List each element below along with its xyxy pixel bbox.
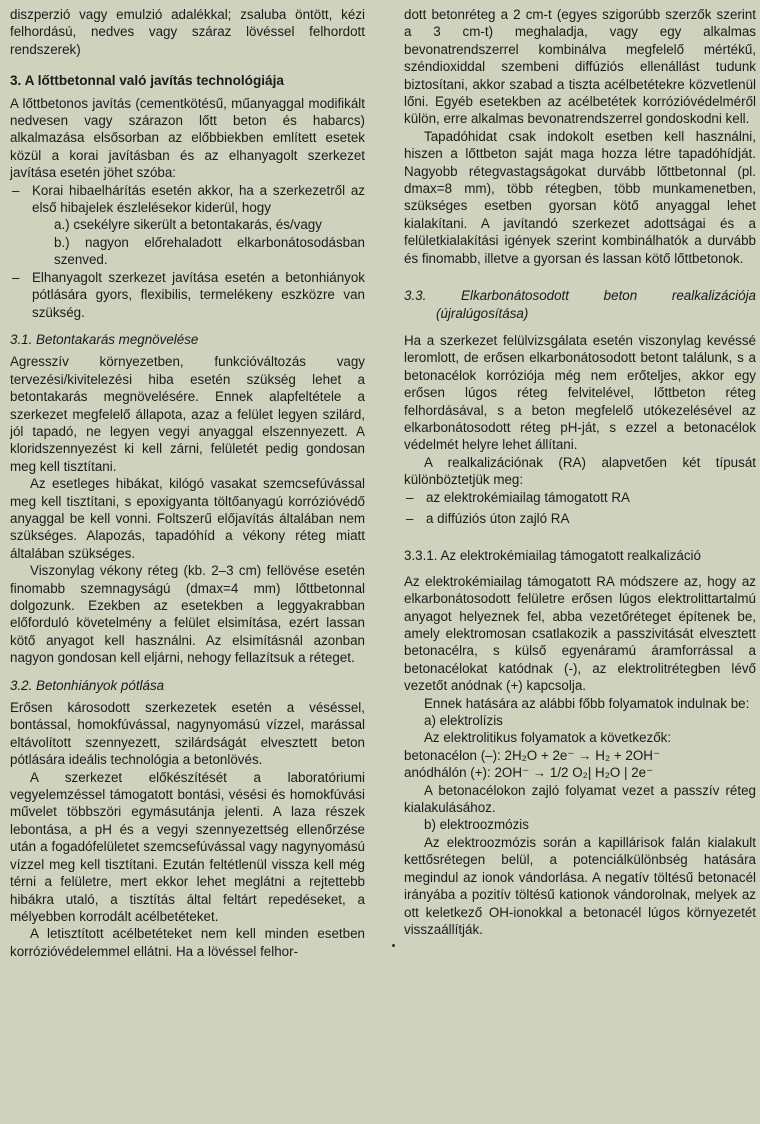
section-3-paragraph: A lőttbetonos javítás (cementkötésű, műanyaggal modifikált nedvesen vagy szárazon lőtt beton és habarcs) alkalmazása elsősorban az előbbiekben említett esetek közül a korai javításban és az elhanyagolt szerkezet javítása esetén jöhet szóba: xyxy=(10,95,365,181)
paragraph: A realkalizációnak (RA) alapvetően két típusát különböztetjük meg: xyxy=(404,454,756,488)
paragraph: A letisztított acélbetéteket nem kell minden esetben korrózióvédelemmel ellátni. Ha a lövéssel felhor- xyxy=(10,926,365,959)
left-column xyxy=(10,6,365,960)
intro-paragraph: diszperzió vagy emulzió adalékkal; zsaluba öntött, kézi felhordású, nedves vagy száraz lövéssel felhordott rendszerek) xyxy=(10,7,365,57)
right-column xyxy=(404,6,756,938)
section-3-3-1-heading: 3.3.1. Az elektrokémiailag támogatott realkalizáció xyxy=(404,548,701,564)
paragraph: Ennek hatására az alábbi főbb folyamatok indulnak be: xyxy=(424,695,750,711)
section-3-1-heading: 3.1. Betontakarás megnövelése xyxy=(10,331,199,347)
paragraph: Tapadóhidat csak indokolt esetben kell használni, hiszen a lőttbeton saját maga hozza létre tapadóhídját. Nagyobb rétegvastagságokat durvább lőttbetonnal (pl. dmax=8 mm), több rétegben, több munkamenetben, szükséges esetben gyorsan kötő anyaggal lehet kialakítani. A javítandó szerkezet adottságai és a felületkialakítási igények szerint kombinálhatók a durvább és finomabb, illetve a gyorsan és lassan kötő lőttbetonok. xyxy=(404,128,756,266)
list-item-text: Korai hibaelhárítás esetén akkor, ha a szerkezetről az első hibajelek észlelésekor kiderül, hogy xyxy=(32,182,365,216)
section-3-2-heading: 3.2. Betonhiányok pótlása xyxy=(10,677,165,693)
paragraph: Az elektrokémiailag támogatott RA módszere az, hogy az elkarbonátosodott felületre erősen lúgos elektrolittartalmú anyagot helyeznek fel, abba vezetőréteget építenek be, amely elektromosan csatlakozik a passzivitását elvesztett betonacélra, s külső egyenáramú áramforrással a betonacélokat katódnak (-), az elektrolitrétegben lévő vezetőt anódnak (+) kapcsolja. xyxy=(404,573,756,694)
list-item: – az elektrokémiailag támogatott RA xyxy=(404,489,756,506)
paragraph: A betonacélokon zajló folyamat vezet a passzív réteg kialakulásához. xyxy=(404,782,756,816)
paragraph: A szerkezet előkészítését a laboratóriumi vegyelemzéssel támogatott bontási, vésési és homokfúvási művelet többszöri egymásutánja jelenti. A laza részek lebontása, a pH és a vegyi szennyezettség ellenőrzése után a fogadófelületet szemcsefúvással vagy nagynyomású vízzel meg kell tisztítani. Ezután feltétlenül vissza kell még térni a felületre, mert ekkor lehet meglátni a rejtettebb hibákra utaló, a tisztítás által feltárt repedéseket, a mélyebben korrodált acélbetéteket. xyxy=(10,769,365,924)
repair-cases-list-2 xyxy=(10,269,365,321)
section-3-heading: 3. A lőttbetonnal való javítás technológiája xyxy=(10,73,284,89)
sub-item-b: b.) nagyon előrehaladott elkarbonátosodásban szenved. xyxy=(54,234,365,268)
paragraph: Az elektroozmózis során a kapillárisok falán kialakult kettősrétegen belül, a potenciálkülönbség hatására megindul az ionok vándorlása. A negatív töltésű betonacél irányába a pozitív töltésű kationok vándorolnak, melyek az ott keletkező OH-ionokkal a betonacél lúgos környezetét visszaállítják. xyxy=(404,834,756,937)
anode-reaction: anódhálón (+): 2OH⁻ → 1/2 O₂| H₂O | 2e⁻ xyxy=(404,765,654,781)
sub-item-a: a.) csekélyre sikerült a betontakarás, és/vagy xyxy=(54,217,322,233)
paragraph: Viszonylag vékony réteg (kb. 2–3 cm) fellövése esetén finomabb szemnagyságú (dmax=4 mm) lőttbetonnal dolgozunk. Ezekben az esetekben a leggyakrabban előforduló követelmény a felület elsimítása, ezért lassan kötő anyagot kell használni. Az elsimításnál azonban nagyon gondosan kell eljárni, nehogy fellazítsuk a réteget. xyxy=(10,563,365,666)
repair-cases-list xyxy=(10,182,365,234)
list-item: – a diffúziós úton zajló RA xyxy=(404,510,756,527)
item-a-text: Az elektrolitikus folyamatok a következők: xyxy=(424,730,672,746)
realkalization-types-list xyxy=(404,489,756,528)
paragraph: Erősen károsodott szerkezetek esetén a véséssel, bontással, homokfúvással, nagynyomású vízzel, marással eltávolított szennyezett, szilárdságát elvesztett beton pótlására ideális technológia a betonlövés. xyxy=(10,700,365,768)
list-item: – Elhanyagolt szerkezet javítása esetén a betonhiányok pótlására gyors, flexibilis, termelékeny eszközre van szükség. xyxy=(10,269,365,321)
cathode-reaction: betonacélon (–): 2H₂O + 2e⁻ → H₂ + 2OH⁻ xyxy=(404,747,661,763)
paragraph: dott betonréteg a 2 cm-t (egyes szigorúbb szerzők szerint a 3 cm-t) meghaladja, vagy egy alkalmas bevonatrendszerrel kombinálva megfelelő mértékű, széndioxiddal szembeni diffúziós ellenállást tudunk biztosítani, akkor szabad a tiszta acélbetétekre közvetlenül lőni. Egyéb esetekben az acélbetétek korrózióvédelméről külön, erre alkalmas bevonatrendszerrel gondoskodni kell. xyxy=(404,7,756,127)
item-b-heading: b) elektroozmózis xyxy=(424,817,529,833)
item-a-heading: a) elektrolízis xyxy=(424,713,503,729)
paragraph: Ha a szerkezet felülvizsgálata esetén viszonylag kevéssé leromlott, de erősen elkarbonátosodott betont találunk, s a betonacélok korróziója még nem erőteljes, akkor egy erősen lúgos réteg felvitelével, lőttbeton réteg felhordásával, s a beton megfelelő utókezelésével az elkarbonátosodott réteg pH-ját, s ezzel a betonacélok védelmét helyre lehet állítani. xyxy=(404,332,756,453)
section-3-3-heading: 3.3. Elkarbonátosodott beton realkalizációja (újralúgosítása) xyxy=(404,288,756,321)
list-item xyxy=(10,182,365,234)
paragraph: Az esetleges hibákat, kilógó vasakat szemcsefúvással meg kell tisztítani, s epoxigyanta töltőanyagú korrózióvédő anyaggal be kell vonni. Foltszerű előjavítás általában nem szükséges. Alapozás, tapadóhíd a vékony réteg miatt általában szükséges. xyxy=(10,476,365,561)
paragraph: Agresszív környezetben, funkcióváltozás vagy tervezési/kivitelezési hiba esetén szükség lehet a betontakarás megnövelésére. Ennek alapfeltétele a szerkezet megfelelő állapota, azaz a felület legyen szilárd, jól tapadó, ne legyen vegyi anyaggal elszennyezett. A kloridszennyezést ki kell zárni, felületét pedig gondosan meg kell tisztítani. xyxy=(10,354,365,474)
print-speck xyxy=(392,944,395,947)
